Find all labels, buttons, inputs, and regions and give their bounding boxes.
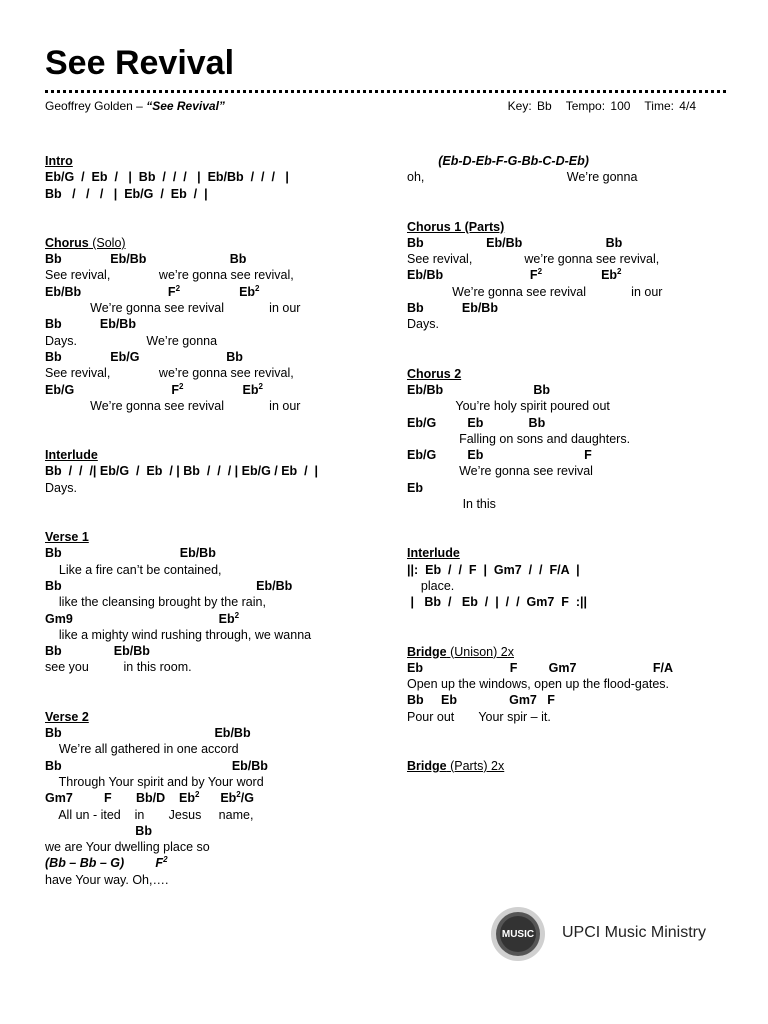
chord-line: Bb Eb/Bb [45, 644, 150, 659]
lyric-line: like a mighty wind rushing through, we wanna [45, 627, 312, 642]
section [407, 219, 727, 333]
song-time-signature: Time: 4/4 [644, 99, 696, 113]
music-ministry-logo [490, 906, 546, 962]
song-key: Key: Bb [507, 99, 552, 113]
section-title: Verse 1 [45, 530, 89, 545]
section-note: (Solo) [88, 235, 126, 250]
lyric-line: Pour out Your spir – it. [407, 709, 551, 724]
lyric-line: Days. [45, 480, 77, 495]
song-credit [45, 99, 225, 113]
section-title: Chorus 1 (Parts) [407, 219, 505, 234]
lyric-line: See revival, we’re gonna see revival, [45, 268, 294, 283]
lyric-line: we are Your dwelling place so [45, 840, 210, 855]
song-tempo: Tempo: 100 [565, 99, 631, 113]
lyric-line: Through Your spirit and by Your word [45, 774, 264, 789]
section-title: Bridge [407, 759, 447, 774]
section-note: (Parts) 2x [446, 759, 505, 774]
chord-line: Bb Eb Gm7 F [407, 693, 555, 708]
section [45, 235, 365, 414]
section [407, 545, 727, 610]
section-heading [407, 219, 727, 235]
section-title: Intro [45, 154, 73, 168]
left-column [45, 153, 365, 921]
section [407, 644, 727, 725]
section-heading [45, 709, 365, 725]
lyric-line: Open up the windows, open up the flood-gates. [407, 677, 669, 692]
lyric-line: All un - ited in Jesus name, [45, 807, 254, 822]
section [45, 709, 365, 888]
chord-line: Gm9 Eb$^2$ [45, 610, 240, 626]
chord-line: (Bb – Bb – G) $F^2$ [45, 855, 168, 871]
lyric-line: Falling on sons and daughters. [407, 431, 631, 446]
chord-line: Bb Eb/Bb [45, 317, 136, 332]
section-heading [407, 758, 727, 774]
chord-line: Bb Eb/Bb Bb [45, 252, 247, 267]
chord-line: Eb [407, 480, 423, 495]
chord-line: Bb [45, 823, 152, 838]
lyric-line: We’re all gathered in one accord [45, 742, 239, 757]
dotted-divider [45, 90, 726, 93]
chord-line: Bb Eb/Bb [45, 726, 251, 741]
lyric-line: We’re gonna see revival in our [407, 284, 663, 299]
section-title: Verse 2 [45, 709, 89, 724]
section-heading [45, 235, 365, 251]
section-heading [45, 447, 365, 463]
chord-line: Bb Eb/Bb [45, 546, 216, 561]
chord-line: | Bb / Eb / | / / Gm7 F :|| [407, 595, 587, 610]
section-heading [45, 529, 365, 545]
chord-line: Eb/G $F^2$ Eb$^2$ [45, 381, 263, 397]
lyric-line: Like a fire can’t be contained, [45, 562, 222, 577]
chord-line: Eb/G Eb Bb [407, 415, 546, 430]
section-title: Interlude [45, 448, 98, 463]
section-heading [45, 153, 365, 169]
lyric-line: oh, We’re gonna [407, 170, 638, 185]
section-note: (Unison) 2x [446, 644, 514, 659]
lyric-line: Days. We’re gonna [45, 333, 218, 348]
lyric-line: See revival, we’re gonna see revival, [45, 366, 294, 381]
chord-line: ||: Eb / / F | Gm7 / / F/A | [407, 562, 580, 577]
lyric-line: place. [407, 578, 455, 593]
section-title: Chorus [45, 235, 89, 250]
lyric-line: like the cleansing brought by the rain, [45, 595, 266, 610]
section [407, 366, 727, 513]
lyric-line: You’re holy spirit poured out [407, 399, 610, 414]
right-column [407, 153, 727, 807]
lyric-line: Days. [407, 317, 439, 332]
chord-line: Bb / / / | Eb/G / Eb / | [45, 186, 208, 201]
chord-line: Bb Eb/Bb [407, 301, 498, 316]
logo-text: MUSIC [501, 929, 535, 940]
chord-line: (Eb-D-Eb-F-G-Bb-C-D-Eb) [407, 154, 589, 168]
chord-line: Eb/G Eb F [407, 448, 592, 463]
lyric-line: We’re gonna see revival [407, 464, 593, 479]
section-heading [407, 545, 727, 561]
section-heading [407, 366, 727, 382]
chord-line: Bb Eb/Bb [45, 578, 293, 593]
page-title: See Revival [45, 44, 235, 82]
section [407, 153, 727, 186]
chord-line: Eb/Bb $F^2$ Eb$^2$ [45, 283, 260, 299]
section-title: Bridge [407, 644, 447, 659]
lyric-line: We’re gonna see revival in our [45, 398, 301, 413]
section-heading [407, 644, 727, 660]
lyric-line: In this [407, 497, 496, 512]
chord-line: Eb/Bb $F^2$ Eb$^2$ [407, 267, 622, 283]
lyric-line: see you in this room. [45, 660, 192, 675]
organization-name: UPCI Music Ministry [562, 924, 707, 941]
artist-name: Geoffrey Golden – [45, 99, 143, 113]
chord-line: Bb Eb/Bb [45, 758, 268, 773]
chord-line: Bb Eb/Bb Bb [407, 235, 623, 250]
chord-line: Gm7 F Bb/D Eb$^2$ Eb$^2$/G [45, 790, 254, 806]
song-meta [494, 99, 696, 113]
song-name: “See Revival” [146, 99, 225, 113]
lyric-line: See revival, we’re gonna see revival, [407, 252, 660, 267]
chord-line: Eb/Bb Bb [407, 382, 551, 397]
section-title: Chorus 2 [407, 366, 462, 381]
chord-line: Eb F Gm7 F/A [407, 660, 674, 675]
lyric-line: have Your way. Oh,…. [45, 872, 169, 887]
chord-line: Bb / / /| Eb/G / Eb / | Bb / / / | Eb/G / Eb / | [45, 464, 319, 479]
section [45, 447, 365, 496]
section [45, 153, 365, 202]
section [407, 758, 727, 774]
chord-line: Bb Eb/G Bb [45, 349, 243, 364]
lyric-line: We’re gonna see revival in our [45, 301, 301, 316]
section-title: Interlude [407, 546, 460, 561]
chord-line: Eb/G / Eb / | Bb / / / | Eb/Bb / / / | [45, 170, 289, 185]
section [45, 529, 365, 676]
